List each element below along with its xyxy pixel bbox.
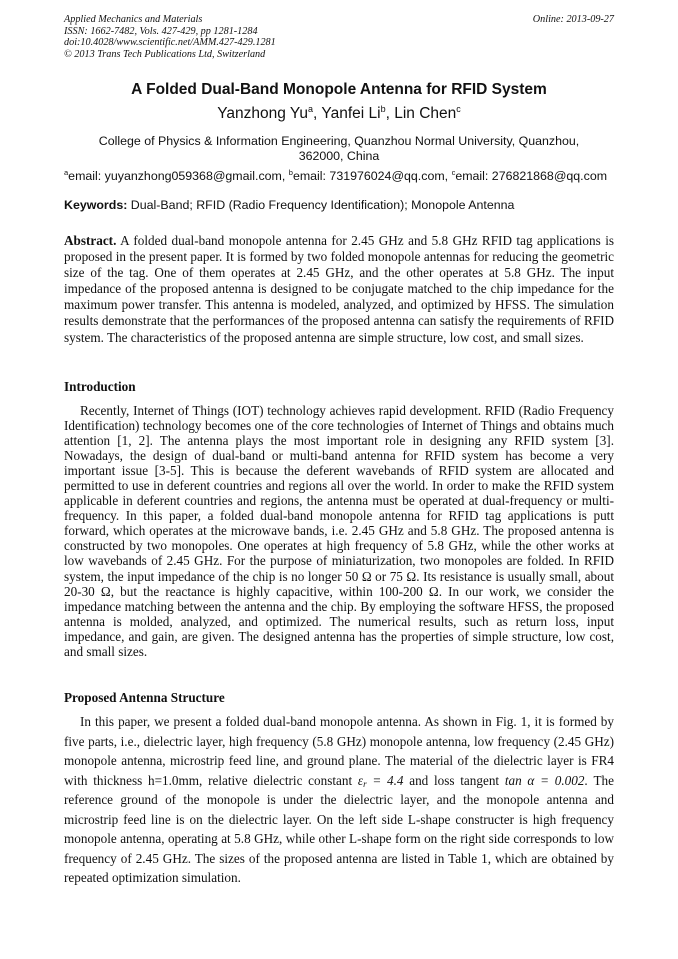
abstract: [64, 233, 614, 346]
issn-line: ISSN: 1662-7482, Vols. 427-429, pp 1281-1284: [64, 25, 258, 37]
author-affil-mark: c: [456, 104, 461, 114]
doi-line: doi:10.4028/www.scientific.net/AMM.427-429.1281: [64, 37, 276, 49]
email-mark: a: [64, 168, 69, 177]
keywords-label: Keywords:: [64, 198, 128, 212]
abstract-label: Abstract.: [64, 233, 117, 248]
email-mark: c: [451, 168, 456, 177]
introduction-paragraph: Recently, Internet of Things (IOT) technology achieves rapid development. RFID (Radio Frequency Identification) technology becomes one of the core technologies of Internet of Things and obtains much attention [1, 2]. The antenna plays the most important role in designing any RFID system [3]. Nowadays, the design of dual-band or multi-band antenna for RFID system has become a very important issue [3-5]. This is because the deferent wavebands of RFID system are allocated and permitted to use in deferent countries and regions all over the world. In order to make the RFID system applicable in deferent countries and regions, the antenna must be operated at dual-frequency or multi-frequency. In this paper, a folded dual-band monopole antenna for RFID tag applications is putt forward, which operates at the microwave bands, i.e. 2.45 GHz and 5.8 GHz. The proposed antenna is constructed by two monopoles. One operates at high frequency of 5.8 GHz, while the other works at low wavebands of 2.45 GHz. For the purpose of miniaturization, two monopoles are folded. In RFID system, the input impedance of the chip is no longer 50 Ω or 75 Ω. Its resistance is usually small, about 20-30 Ω, but the reactance is highly capacitive, within 100-200 Ω. In our work, we consider the impedance matching between the antenna and the chip. By employing the software HFSS, the proposed antenna is molded, analyzed, and optimized. The numerical results, such as return loss, input impedance, and gain, are given. The designed antenna has the properties of simple structure, low cost, and small sizes.: [64, 403, 614, 659]
author-name: Yanfei Li: [321, 105, 381, 122]
author-affil-mark: a: [308, 104, 314, 114]
author-list: Yanzhong Yu$^a$, Yanfei Li$^b$, Lin Chen$^c$: [217, 104, 461, 122]
loss-tangent-formula: tan α = 0.002: [504, 772, 585, 788]
journal-name: Applied Mechanics and Materials: [64, 14, 203, 25]
keywords: [64, 198, 624, 212]
email-mark: b: [288, 168, 293, 177]
author-affil-mark: b: [380, 104, 386, 114]
journal-header: [64, 14, 614, 60]
affiliation: College of Physics & Information Engineering, Quanzhou Normal University, Quanzhou, 362000, China: [98, 134, 580, 163]
email-address[interactable]: email: 731976024@qq.com,: [292, 169, 452, 183]
paper-title: A Folded Dual-Band Monopole Antenna for RFID System: [131, 81, 547, 98]
structure-heading: Proposed Antenna Structure: [64, 690, 225, 705]
introduction-heading: Introduction: [64, 379, 136, 394]
keywords-text: Dual-Band; RFID (Radio Frequency Identification); Monopole Antenna: [127, 198, 515, 212]
abstract-text: A folded dual-band monopole antenna for 2.45 GHz and 5.8 GHz RFID tag applications is proposed in the present paper. It is formed by two folded monopole antennas for reducing the geometric size of the tag. One of them operates at 2.45 GHz, and the other operates at 5.8 GHz. The input impedance of the proposed antenna is designed to be conjugate matched to the chip impedance for the maximum power transfer. This antenna is modeled, analyzed, and optimized by HFSS. The simulation results demonstrate that the performances of the proposed antenna can satisfy the requirements of RFID system. The characteristics of the proposed antenna are simple structure, low cost, and small sizes.: [64, 233, 614, 345]
structure-paragraph: In this paper, we present a folded dual-band monopole antenna. As shown in Fig. 1, it is formed by five parts, i.e., dielectric layer, high frequency (5.8 GHz) monopole antenna, low frequency (2.45 GHz) monopole antenna, microstrip feed line, and ground plane. The material of the dielectric layer is FR4 with thickness h=1.0mm, relative dielectric constant $\varepsilon_r = 4.4$ and loss tangent tan α = 0.002. The reference ground of the monopole is under the dielectric layer, and the monopole antenna and microstrip feed line is on the dielectric layer. On the left side L-shape constructer is high frequency monopole antenna, operating at 5.8 GHz, while other L-shape form on the right side corresponds to low frequency of 2.45 GHz. The sizes of the proposed antenna are listed in Table 1, which are obtained by repeated optimization simulation.: [64, 714, 614, 885]
online-date: Online: 2013-09-27: [532, 14, 614, 25]
author-name: Yanzhong Yu: [217, 105, 309, 122]
author-emails: [64, 169, 624, 183]
copyright-line: © 2013 Trans Tech Publications Ltd, Switzerland: [64, 48, 266, 60]
email-address[interactable]: email: yuyanzhong059368@gmail.com,: [68, 169, 289, 183]
email-address[interactable]: email: 276821868@qq.com: [455, 169, 608, 183]
permittivity-formula: $\varepsilon_r = 4.4$: [357, 772, 404, 789]
author-name: Lin Chen: [394, 105, 457, 122]
